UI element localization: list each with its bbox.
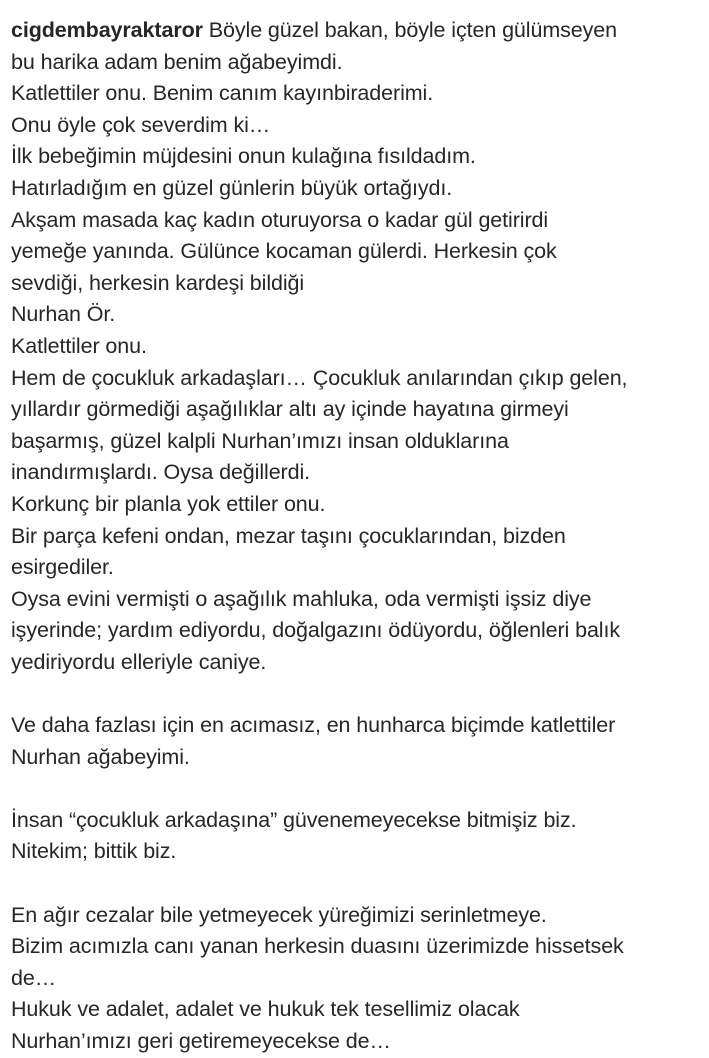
caption-text: Böyle güzel bakan, böyle içten gülümseyen	[208, 18, 618, 42]
caption-first-line	[11, 15, 701, 47]
caption-line: Hukuk ve adalet, adalet ve hukuk tek tesellimiz olacak	[11, 997, 520, 1022]
caption-line: Bir parça kefeni ondan, mezar taşını çocuklarından, bizden	[11, 523, 566, 548]
caption-line: Nurhan ağabeyimi.	[11, 744, 190, 769]
caption-line: başarmış, güzel kalpli Nurhan’ımızı insan olduklarına	[11, 428, 509, 453]
paragraph-spacer	[11, 868, 701, 900]
caption-line: yıllardır görmediği aşağılıklar altı ay içinde hayatına girmeyi	[11, 397, 569, 422]
caption-line: yediriyordu elleriyle caniye.	[11, 649, 267, 674]
caption-line: Korkunç bir planla yok ettiler onu.	[11, 491, 326, 516]
caption-line: Nurhan Ör.	[11, 302, 116, 327]
caption-line: yemeğe yanında. Gülünce kocaman gülerdi. Herkesin çok	[11, 239, 557, 264]
caption-line: Oysa evini vermişti o aşağılık mahluka, oda vermişti işsiz diye	[11, 586, 592, 611]
caption-line: esirgediler.	[11, 555, 114, 580]
caption-line: Katlettiler onu. Benim canım kayınbiraderimi.	[11, 81, 434, 106]
caption-line: inandırmışlardı. Oysa değillerdi.	[11, 460, 311, 485]
caption-line: sevdiği, herkesin kardeşi bildiği	[11, 270, 305, 295]
caption-line: Akşam masada kaç kadın oturuyorsa o kadar gül getirirdi	[11, 207, 549, 232]
caption-line: Hem de çocukluk arkadaşları… Çocukluk anılarından çıkıp gelen,	[11, 365, 628, 390]
caption-body	[11, 47, 701, 1058]
username-link[interactable]: cigdembayraktaror	[11, 18, 203, 42]
caption-line: Bizim acımızla canı yanan herkesin duasını üzerimizde hissetsek	[11, 934, 624, 959]
caption-line: Hatırladığım en güzel günlerin büyük ortağıydı.	[11, 175, 453, 200]
caption-line: Onu öyle çok severdim ki…	[11, 112, 271, 137]
caption-line: de…	[11, 965, 57, 990]
post-caption	[11, 15, 701, 1058]
caption-line: Ve daha fazlası için en acımasız, en hunharca biçimde katlettiler	[11, 713, 616, 738]
caption-line: Katlettiler onu.	[11, 333, 147, 358]
caption-line: bu harika adam benim ağabeyimdi.	[11, 49, 343, 74]
caption-line: En ağır cezalar bile yetmeyecek yüreğimizi serinletmeye.	[11, 902, 547, 927]
caption-line: Nurhan’ımızı geri getiremeyecekse de…	[11, 1029, 391, 1053]
caption-line: İnsan “çocukluk arkadaşına” güvenemeyecekse bitmişiz biz.	[11, 807, 577, 832]
caption-line: Nitekim; bittik biz.	[11, 839, 177, 864]
caption-line: İlk bebeğimin müjdesini onun kulağına fısıldadım.	[11, 144, 476, 169]
paragraph-spacer	[11, 773, 701, 805]
caption-line: işyerinde; yardım ediyordu, doğalgazını ödüyordu, öğlenleri balık	[11, 618, 621, 643]
paragraph-spacer	[11, 678, 701, 710]
